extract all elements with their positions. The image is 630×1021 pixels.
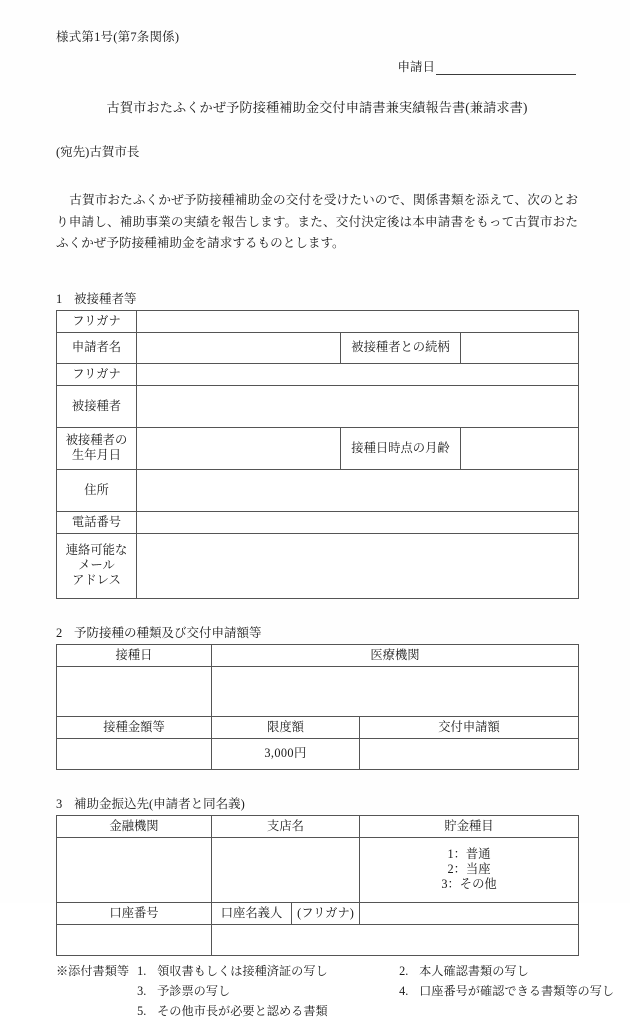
field-email[interactable]	[137, 533, 579, 598]
application-date-row	[56, 57, 578, 75]
vaccinee-info-table	[56, 310, 579, 599]
header-account-number: 口座番号	[57, 902, 212, 924]
list-item	[399, 982, 614, 1002]
header-deposit-type: 貯金種目	[360, 815, 579, 837]
table-row	[57, 644, 579, 666]
page-title: 古賀市おたふくかぜ予防接種補助金交付申請書兼実績報告書(兼請求書)	[56, 97, 578, 116]
note-number: 1.	[137, 962, 152, 982]
label-email-line3: アドレス	[60, 573, 133, 588]
section-bank-transfer	[56, 794, 578, 956]
table-row	[57, 815, 579, 837]
vaccination-details-table	[56, 644, 579, 770]
section3-number: 3	[56, 797, 65, 812]
field-vaccination-amount[interactable]	[57, 738, 212, 769]
header-medical-institution: 医療機関	[212, 644, 579, 666]
header-financial-institution: 金融機関	[57, 815, 212, 837]
section-vaccination-details	[56, 623, 578, 770]
header-vaccination-amount: 接種金額等	[57, 716, 212, 738]
field-furigana-applicant[interactable]	[137, 310, 579, 332]
label-furigana-applicant: フリガナ	[57, 310, 137, 332]
label-address: 住所	[57, 469, 137, 511]
table-row	[57, 469, 579, 511]
label-phone: 電話番号	[57, 511, 137, 533]
note-number: 3.	[137, 982, 152, 1002]
header-limit-amount: 限度額	[212, 716, 360, 738]
label-birthdate-line2: 生年月日	[60, 448, 133, 463]
list-item	[137, 962, 395, 982]
deposit-option-ordinary[interactable]: 1：普通	[363, 847, 575, 862]
label-email	[57, 533, 137, 598]
table-row	[57, 511, 579, 533]
table-row	[57, 666, 579, 716]
body-paragraph: 古賀市おたふくかぜ予防接種補助金の交付を受けたいので、関係書類を添えて、次のとおり申請し、補助事業の実績を報告します。また、交付決定後は本申請書をもって古賀市おたふくかぜ予防接種補助金を請求するものとします。	[56, 190, 578, 255]
attachment-notes-label: ※添付書類等	[56, 962, 137, 1021]
field-address[interactable]	[137, 469, 579, 511]
field-relation-to-vaccinee[interactable]	[461, 332, 579, 363]
field-birthdate[interactable]	[137, 427, 341, 469]
note-number: 5.	[137, 1002, 152, 1021]
table-row	[57, 385, 579, 427]
label-vaccinee: 被接種者	[57, 385, 137, 427]
label-applicant-name: 申請者名	[57, 332, 137, 363]
attachment-notes-list	[137, 962, 614, 1021]
header-account-furigana: (フリガナ)	[292, 902, 360, 924]
label-age-months: 接種日時点の月齢	[341, 427, 461, 469]
header-claim-amount: 交付申請額	[360, 716, 579, 738]
field-applicant-name[interactable]	[137, 332, 341, 363]
label-relation-to-vaccinee: 被接種者との続柄	[341, 332, 461, 363]
section3-title: 補助金振込先(申請者と同名義)	[74, 794, 245, 812]
section-vaccinee-info	[56, 289, 578, 599]
application-date-input-rule[interactable]	[436, 62, 576, 75]
section1-title: 被接種者等	[74, 289, 137, 307]
field-vaccinee[interactable]	[137, 385, 579, 427]
table-row	[57, 837, 579, 902]
field-furigana-vaccinee[interactable]	[137, 363, 579, 385]
section3-heading	[56, 794, 578, 812]
label-furigana-vaccinee: フリガナ	[57, 363, 137, 385]
label-birthdate	[57, 427, 137, 469]
field-medical-institution[interactable]	[212, 666, 579, 716]
section2-number: 2	[56, 626, 65, 641]
note-text: 予診票の写し	[157, 982, 230, 1002]
label-email-line2: メール	[60, 558, 133, 573]
note-text: 領収書もしくは接種済証の写し	[157, 962, 328, 982]
section1-number: 1	[56, 292, 65, 307]
note-text: 本人確認書類の写し	[419, 962, 529, 982]
field-branch-name[interactable]	[212, 837, 360, 902]
table-row	[57, 332, 579, 363]
header-vaccination-date: 接種日	[57, 644, 212, 666]
field-claim-amount[interactable]	[360, 738, 579, 769]
table-row	[57, 363, 579, 385]
label-email-line1: 連絡可能な	[60, 543, 133, 558]
deposit-option-other[interactable]: 3：その他	[363, 877, 575, 892]
field-phone[interactable]	[137, 511, 579, 533]
table-row	[57, 310, 579, 332]
deposit-option-current[interactable]: 2：当座	[363, 862, 575, 877]
note-number: 2.	[399, 962, 414, 982]
note-text: その他市長が必要と認める書類	[157, 1002, 328, 1021]
section2-heading	[56, 623, 578, 641]
table-row	[57, 902, 579, 924]
table-row	[57, 738, 579, 769]
field-account-holder-name[interactable]	[212, 924, 579, 955]
bank-transfer-table	[56, 815, 579, 956]
table-row	[57, 533, 579, 598]
form-number: 様式第1号(第7条関係)	[56, 30, 578, 45]
deposit-type-options[interactable]	[360, 837, 579, 902]
section1-heading	[56, 289, 578, 307]
header-branch-name: 支店名	[212, 815, 360, 837]
field-financial-institution[interactable]	[57, 837, 212, 902]
field-account-number[interactable]	[57, 924, 212, 955]
label-birthdate-line1: 被接種者の	[60, 433, 133, 448]
header-account-holder: 口座名義人	[212, 902, 292, 924]
addressee: (宛先)古賀市長	[56, 142, 578, 160]
list-item	[137, 982, 395, 1002]
table-row	[57, 427, 579, 469]
list-item	[399, 962, 614, 982]
list-item	[137, 1002, 395, 1021]
field-account-holder-furigana[interactable]	[360, 902, 579, 924]
field-age-months[interactable]	[461, 427, 579, 469]
note-text: 口座番号が確認できる書類等の写し	[419, 982, 614, 1002]
field-vaccination-date[interactable]	[57, 666, 212, 716]
attachment-notes	[56, 962, 578, 1021]
note-number: 4.	[399, 982, 414, 1002]
application-date-label: 申請日	[397, 57, 435, 75]
section2-title: 予防接種の種類及び交付申請額等	[74, 623, 262, 641]
table-row	[57, 716, 579, 738]
value-limit-amount: 3,000円	[212, 738, 360, 769]
table-row	[57, 924, 579, 955]
